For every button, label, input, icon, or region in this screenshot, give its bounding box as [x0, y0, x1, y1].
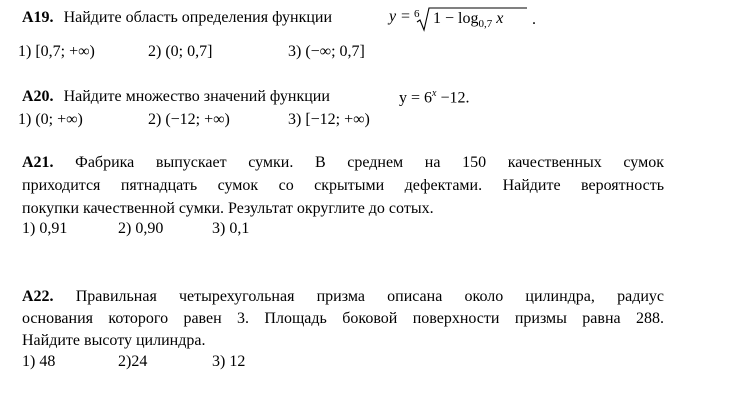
a22-number: А22.: [22, 288, 54, 305]
a19-radicand-var: x: [496, 10, 504, 27]
a20-formula-rhs: −12.: [436, 89, 470, 107]
a21-number: А21.: [22, 154, 54, 171]
a20-formula-lhs: y = 6: [399, 89, 433, 107]
a22-option-1: 1) 48: [22, 353, 56, 370]
a19-formula-y: y: [389, 8, 397, 25]
a19-question: [22, 9, 332, 27]
a19-formula: [389, 6, 529, 32]
a19-trail: .: [532, 11, 536, 28]
a19-number: А19.: [22, 9, 54, 26]
a19-formula-eq: =: [401, 8, 411, 25]
a20-option-3: 3) [−12; +∞): [288, 111, 370, 128]
a22-line-3: Найдите высоту цилиндра.: [22, 332, 206, 349]
a21-option-3: 3) 0,1: [212, 220, 250, 237]
a20-question: [22, 88, 330, 106]
a19-option-1: 1) [0,7; +∞): [18, 43, 95, 60]
a19-text: Найдите область определения функции: [63, 9, 333, 26]
a22-option-3: 3) 12: [212, 353, 246, 370]
a21-line-3: покупки качественной сумки. Результат округлите до сотых.: [22, 200, 434, 217]
a20-option-1: 1) (0; +∞): [18, 111, 83, 128]
a19-root-index: 6: [414, 8, 420, 20]
a20-text: Найдите множество значений функции: [63, 88, 330, 105]
a20-option-2: 2) (−12; +∞): [148, 111, 230, 128]
a19-radicand-sub: 0,7: [478, 18, 493, 31]
a22-option-2: 2)24: [118, 353, 148, 370]
a21-line-1: [22, 154, 664, 172]
a21-line-2: приходится пятнадцать сумок со скрытыми дефектами. Найдите вероятность: [22, 177, 664, 194]
a21-text-1: Фабрика выпускает сумки. В среднем на 150 качественных сумок: [53, 154, 664, 171]
a20-number: А20.: [22, 88, 54, 105]
a19-option-3: 3) (−∞; 0,7]: [288, 43, 365, 60]
a20-formula: [399, 88, 470, 107]
a22-line-1: [22, 288, 664, 306]
a19-radicand: [433, 10, 503, 30]
a19-radicand-pre: 1 − log: [433, 10, 479, 27]
a19-option-2: 2) (0; 0,7]: [148, 43, 213, 60]
a20-formula-sup: x: [432, 88, 437, 99]
a22-text-1: Правильная четырехугольная призма описана около цилиндра, радиус: [53, 288, 664, 305]
a21-option-2: 2) 0,90: [118, 220, 164, 237]
a21-option-1: 1) 0,91: [22, 220, 68, 237]
a22-line-2: основания которого равен 3. Площадь боковой поверхности призмы равна 288.: [22, 310, 664, 327]
